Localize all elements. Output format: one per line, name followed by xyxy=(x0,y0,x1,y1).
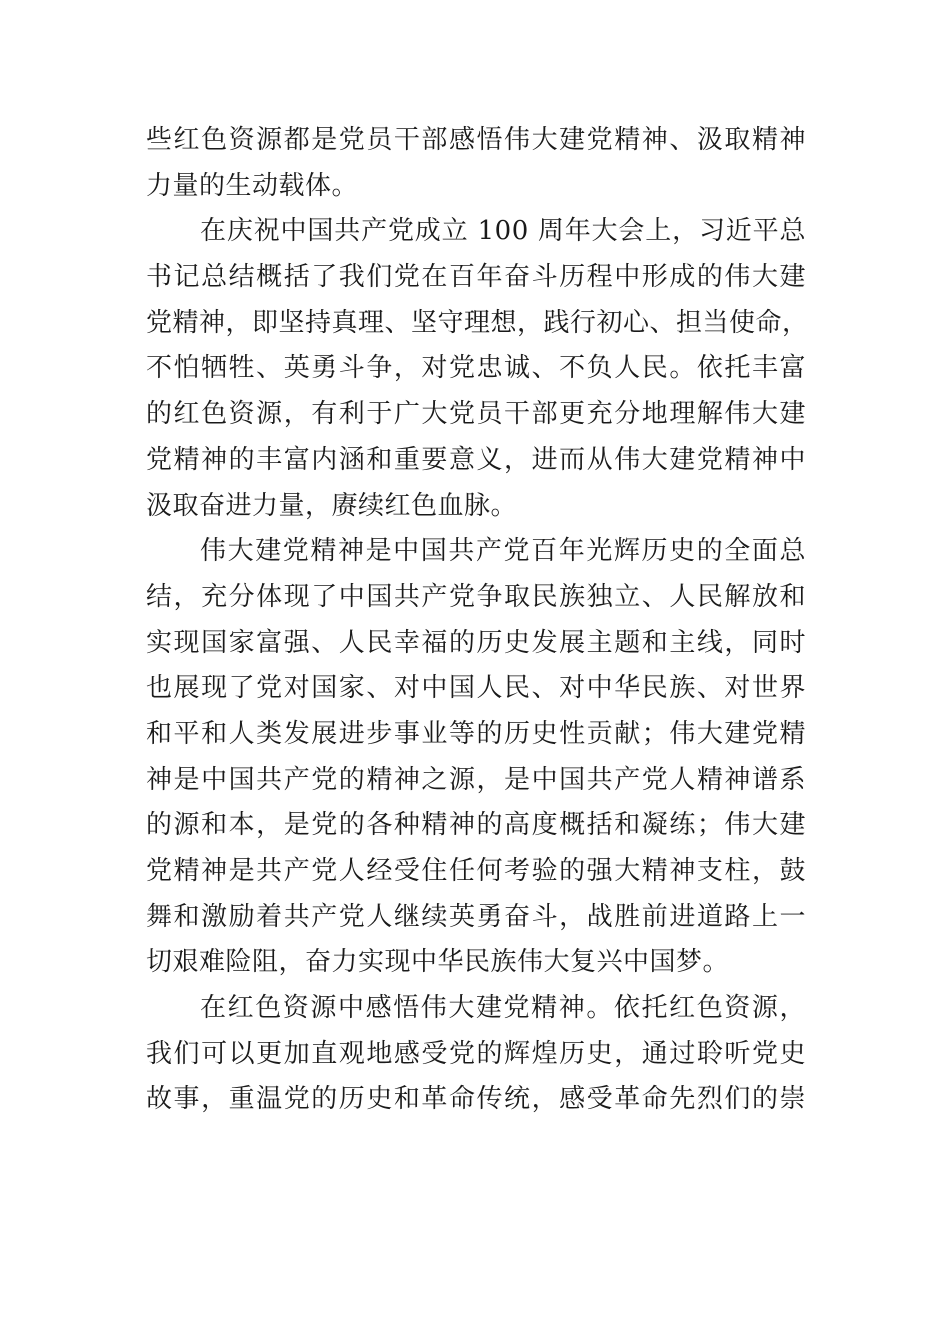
text-line: 结，充分体现了中国共产党争取民族独立、人民解放和 xyxy=(146,581,806,612)
text-line: 力量的生动载体。 xyxy=(146,170,359,201)
text-line: 舞和激励着共产党人继续英勇奋斗，战胜前进道路上一 xyxy=(146,901,806,932)
text-line: 也展现了党对国家、对中国人民、对中华民族、对世界 xyxy=(146,673,806,704)
text-line: 伟大建党精神是中国共产党百年光辉历史的全面总 xyxy=(200,536,806,567)
text-line: 些红色资源都是党员干部感悟伟大建党精神、汲取精神 xyxy=(146,125,806,155)
text-line: 的红色资源，有利于广大党员干部更充分地理解伟大建 xyxy=(146,399,806,430)
text-line: 党精神的丰富内涵和重要意义，进而从伟大建党精神中 xyxy=(146,444,806,475)
text-line: 党精神，即坚持真理、坚守理想，践行初心、担当使命， xyxy=(146,307,809,338)
text-line: 实现国家富强、人民幸福的历史发展主题和主线，同时 xyxy=(146,627,806,658)
text-line: 在庆祝中国共产党成立 100 周年大会上，习近平总 xyxy=(200,216,806,247)
body-text xyxy=(146,118,809,1123)
text-line: 在红色资源中感悟伟大建党精神。依托红色资源， xyxy=(200,993,806,1024)
text-line: 故事，重温党的历史和革命传统，感受革命先烈们的崇 xyxy=(146,1084,806,1115)
text-line: 切艰难险阻，奋力实现中华民族伟大复兴中国梦。 xyxy=(146,947,730,978)
text-line: 党精神是共产党人经受住任何考验的强大精神支柱，鼓 xyxy=(146,856,806,886)
text-line: 我们可以更加直观地感受党的辉煌历史，通过聆听党史 xyxy=(146,1038,806,1069)
text-line: 汲取奋进力量，赓续红色血脉。 xyxy=(146,490,518,521)
text-line: 和平和人类发展进步事业等的历史性贡献；伟大建党精 xyxy=(146,718,806,749)
text-line: 神是中国共产党的精神之源，是中国共产党人精神谱系 xyxy=(146,764,806,795)
text-line: 书记总结概括了我们党在百年奋斗历程中形成的伟大建 xyxy=(146,262,806,293)
text-line: 的源和本，是党的各种精神的高度概括和凝练；伟大建 xyxy=(146,810,806,841)
text-line: 不怕牺牲、英勇斗争，对党忠诚、不负人民。依托丰富 xyxy=(146,353,806,384)
